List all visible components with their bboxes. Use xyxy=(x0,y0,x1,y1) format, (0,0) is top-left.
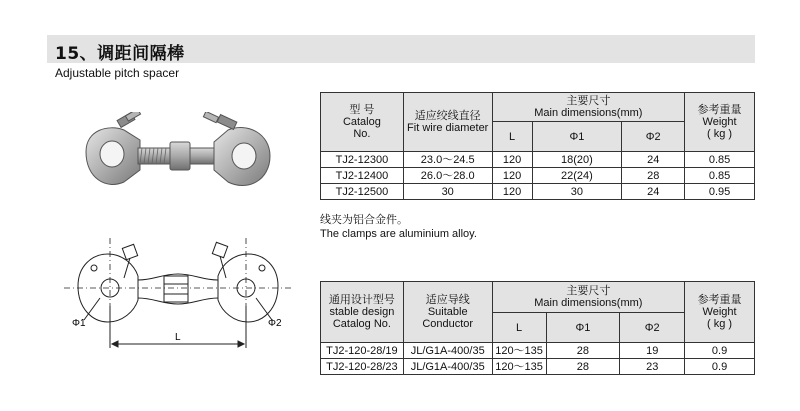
note-chinese: 线夹为铝合金件。 xyxy=(320,213,408,226)
technical-drawing xyxy=(64,228,292,356)
col-header-diameter: 适应绞线直径 Fit wire diameter xyxy=(403,93,492,152)
col-header-dimensions: 主要尺寸 Main dimensions(mm) xyxy=(492,93,685,122)
section-title-band xyxy=(47,35,755,63)
subheader-phi2: Φ2 xyxy=(620,313,685,343)
phi2-label: Φ2 xyxy=(268,318,282,329)
subheader-phi1: Φ1 xyxy=(532,122,622,152)
table-row: TJ2-12300 23.0～24.5 120 18(20) 24 0.85 xyxy=(321,152,755,168)
phi1-label: Φ1 xyxy=(72,318,86,329)
spec-table-2 xyxy=(320,281,755,375)
section-subtitle: Adjustable pitch spacer xyxy=(55,66,180,80)
col-header-dimensions: 主要尺寸 Main dimensions(mm) xyxy=(492,282,685,313)
section-title: 15、调距间隔棒 xyxy=(55,44,185,64)
col-header-weight: 参考重量 Weight ( kg ) xyxy=(685,282,755,343)
subheader-L: L xyxy=(492,122,532,152)
col-header-weight: 参考重量 Weight ( kg ) xyxy=(685,93,755,152)
subheader-phi1: Φ1 xyxy=(546,313,620,343)
spec-table-1 xyxy=(320,92,755,200)
table-row: TJ2-120-28/19 JL/G1A-400/35 120～135 28 19 0.9 xyxy=(321,343,755,359)
subheader-phi2: Φ2 xyxy=(622,122,685,152)
table-row: TJ2-12500 30 120 30 24 0.95 xyxy=(321,184,755,200)
length-label: L xyxy=(175,332,181,343)
col-header-conductor: 适应导线 Suitable Conductor xyxy=(403,282,492,343)
note-english: The clamps are aluminium alloy. xyxy=(320,228,477,240)
table-row: TJ2-120-28/23 JL/G1A-400/35 120～135 28 23 0.9 xyxy=(321,359,755,375)
subheader-L: L xyxy=(492,313,546,343)
product-photo xyxy=(78,112,278,204)
col-header-model: 通用设计型号 stable design Catalog No. xyxy=(321,282,404,343)
table-row: TJ2-12400 26.0～28.0 120 22(24) 28 0.85 xyxy=(321,168,755,184)
col-header-model: 型 号 Catalog No. xyxy=(321,93,404,152)
